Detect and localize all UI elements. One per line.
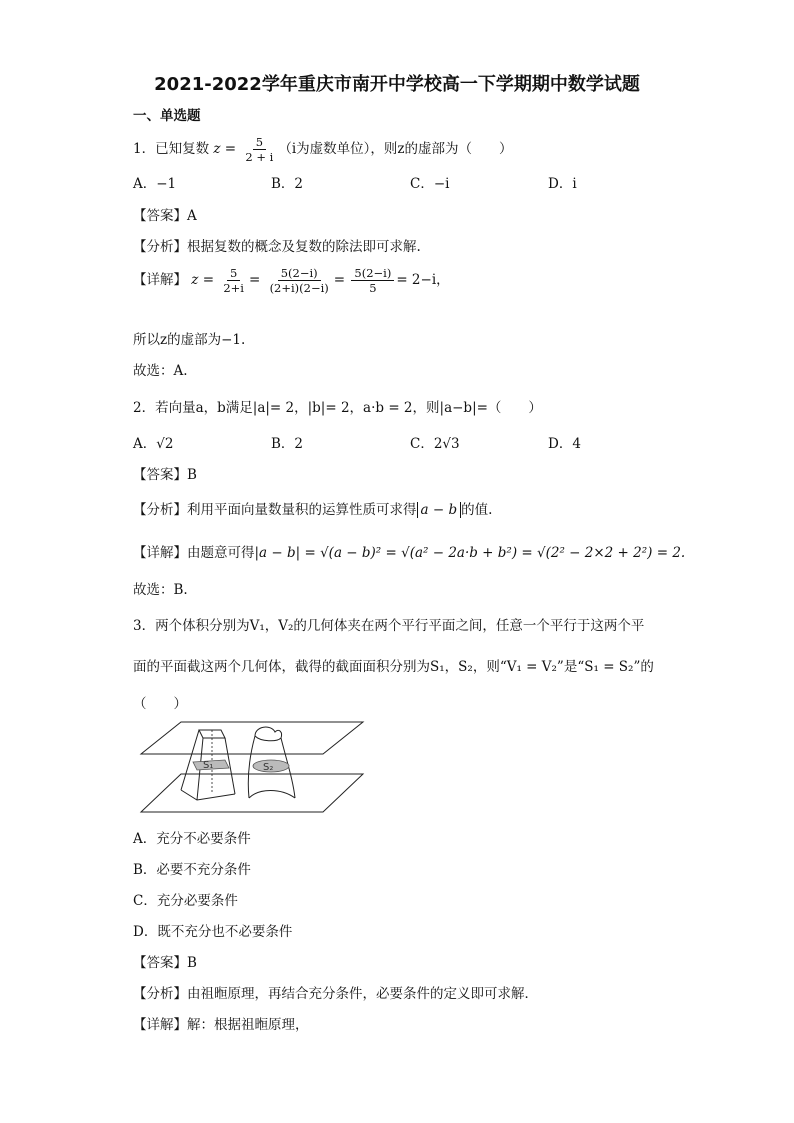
answer-value: A xyxy=(187,208,197,224)
section-heading: 一、单选题 xyxy=(133,108,201,124)
choose-value: A. xyxy=(173,363,188,379)
question-text: 两个体积分别为V₁，V₂的几何体夹在两个平行平面之间，任意一个平行于这两个平 xyxy=(155,618,645,634)
fraction-denominator: 2 + i xyxy=(245,150,274,164)
question-text: 已知复数 xyxy=(155,141,210,157)
detail-label: 【详解】 xyxy=(133,1017,187,1033)
option-b: B．2 xyxy=(271,436,304,452)
choose-line xyxy=(133,359,188,379)
answer-value: B xyxy=(187,467,197,483)
analysis-label: 【分析】 xyxy=(133,502,187,518)
fraction-denominator: 5 xyxy=(369,281,377,295)
bottom-plane xyxy=(141,774,363,812)
fraction-numerator: 5 xyxy=(227,266,240,281)
option-d: D．既不充分也不必要条件 xyxy=(133,924,293,940)
analysis-label: 【分析】 xyxy=(133,239,187,255)
fraction-denominator: 2+i xyxy=(223,281,244,295)
label-s1: S₁ xyxy=(203,760,214,771)
analysis-text: 根据复数的概念及复数的除法即可求解. xyxy=(187,239,421,255)
choose-value: B. xyxy=(173,582,188,598)
question-3-line-3: （ ） xyxy=(133,696,187,712)
detail-fraction-2 xyxy=(267,266,332,295)
answer-line xyxy=(133,951,197,971)
variable-z: z = xyxy=(213,141,237,157)
answer-label: 【答案】 xyxy=(133,208,187,224)
option-b: B．2 xyxy=(271,176,304,192)
option-a: A．−1 xyxy=(133,176,177,192)
fraction-numerator: 5(2−i) xyxy=(351,266,394,281)
detail-result: = 2−i， xyxy=(396,272,450,288)
detail-fraction-1 xyxy=(220,266,247,295)
detail-fraction-3 xyxy=(351,266,394,295)
question-number: 2． xyxy=(133,400,156,416)
fraction xyxy=(242,135,276,164)
question-3 xyxy=(133,614,644,634)
fraction-denominator: (2+i)(2−i) xyxy=(269,281,329,295)
analysis-line xyxy=(133,235,421,255)
option-c: C．2√3 xyxy=(410,436,460,452)
detail-line xyxy=(133,1013,309,1033)
detail-z: z = xyxy=(191,272,215,288)
frustum-solid xyxy=(181,730,235,800)
analysis-tail: 的值. xyxy=(461,502,493,518)
question-2 xyxy=(133,396,542,416)
analysis-text: 利用平面向量数量积的运算性质可求得 xyxy=(187,502,417,518)
answer-label: 【答案】 xyxy=(133,467,187,483)
conclusion-line: 所以z的虚部为−1. xyxy=(133,332,246,348)
question-text-tail: （i为虚数单位），则z的虚部为（ ） xyxy=(278,141,513,157)
detail-line xyxy=(133,541,685,561)
abs-expression: a − b xyxy=(417,502,462,518)
detail-expression: |a − b| = √(a − b)² = √(a² − 2a·b + b²) = √(2² − 2×2 + 2²) = 2. xyxy=(254,545,686,561)
detail-label: 【详解】 xyxy=(133,272,187,288)
page-title: 2021-2022学年重庆市南开中学校高一下学期期中数学试题 xyxy=(154,74,640,95)
question-number: 1． xyxy=(133,141,156,157)
question-1 xyxy=(133,135,513,164)
fraction-numerator: 5(2−i) xyxy=(278,266,321,281)
parallel-planes-figure xyxy=(133,718,373,818)
analysis-line xyxy=(133,982,538,1002)
analysis-line xyxy=(133,498,492,518)
detail-text: 由题意可得 xyxy=(187,545,255,561)
option-c: C．−i xyxy=(410,176,450,192)
option-b: B．必要不充分条件 xyxy=(133,862,251,878)
answer-line xyxy=(133,204,197,224)
question-text: 若向量a，b满足|a|= 2，|b|= 2，a·b = 2，则|a−b|=（ ） xyxy=(155,400,542,416)
option-a: A．充分不必要条件 xyxy=(133,831,251,847)
detail-label: 【详解】 xyxy=(133,545,187,561)
option-d: D．4 xyxy=(548,436,581,452)
detail-text: 解：根据祖暅原理， xyxy=(187,1017,309,1033)
option-a: A．√2 xyxy=(133,436,174,452)
detail-line: 【详解】 z = $\frac{5}{2+i}$ = $\frac{5(2-i)}{(2+i)(2-i)}$ = $\frac{5(2-i)}{5}$ = 2−i， xyxy=(133,266,450,295)
answer-label: 【答案】 xyxy=(133,955,187,971)
label-s2: S₂ xyxy=(263,762,274,773)
analysis-label: 【分析】 xyxy=(133,986,187,1002)
irregular-solid xyxy=(248,727,295,798)
option-c: C．充分必要条件 xyxy=(133,893,238,909)
choose-label: 故选： xyxy=(133,363,174,379)
choose-line xyxy=(133,578,188,598)
choose-label: 故选： xyxy=(133,582,174,598)
question-number: 3． xyxy=(133,618,156,634)
answer-value: B xyxy=(187,955,197,971)
question-3-line-2: 面的平面截这两个几何体，截得的截面面积分别为S₁，S₂，则“V₁ = V₂”是“S₁ = S₂”的 xyxy=(133,659,654,675)
analysis-text: 由祖暅原理，再结合充分条件，必要条件的定义即可求解． xyxy=(187,986,538,1002)
answer-line xyxy=(133,463,197,483)
fraction-numerator: 5 xyxy=(253,135,266,150)
option-d: D．i xyxy=(548,176,577,192)
